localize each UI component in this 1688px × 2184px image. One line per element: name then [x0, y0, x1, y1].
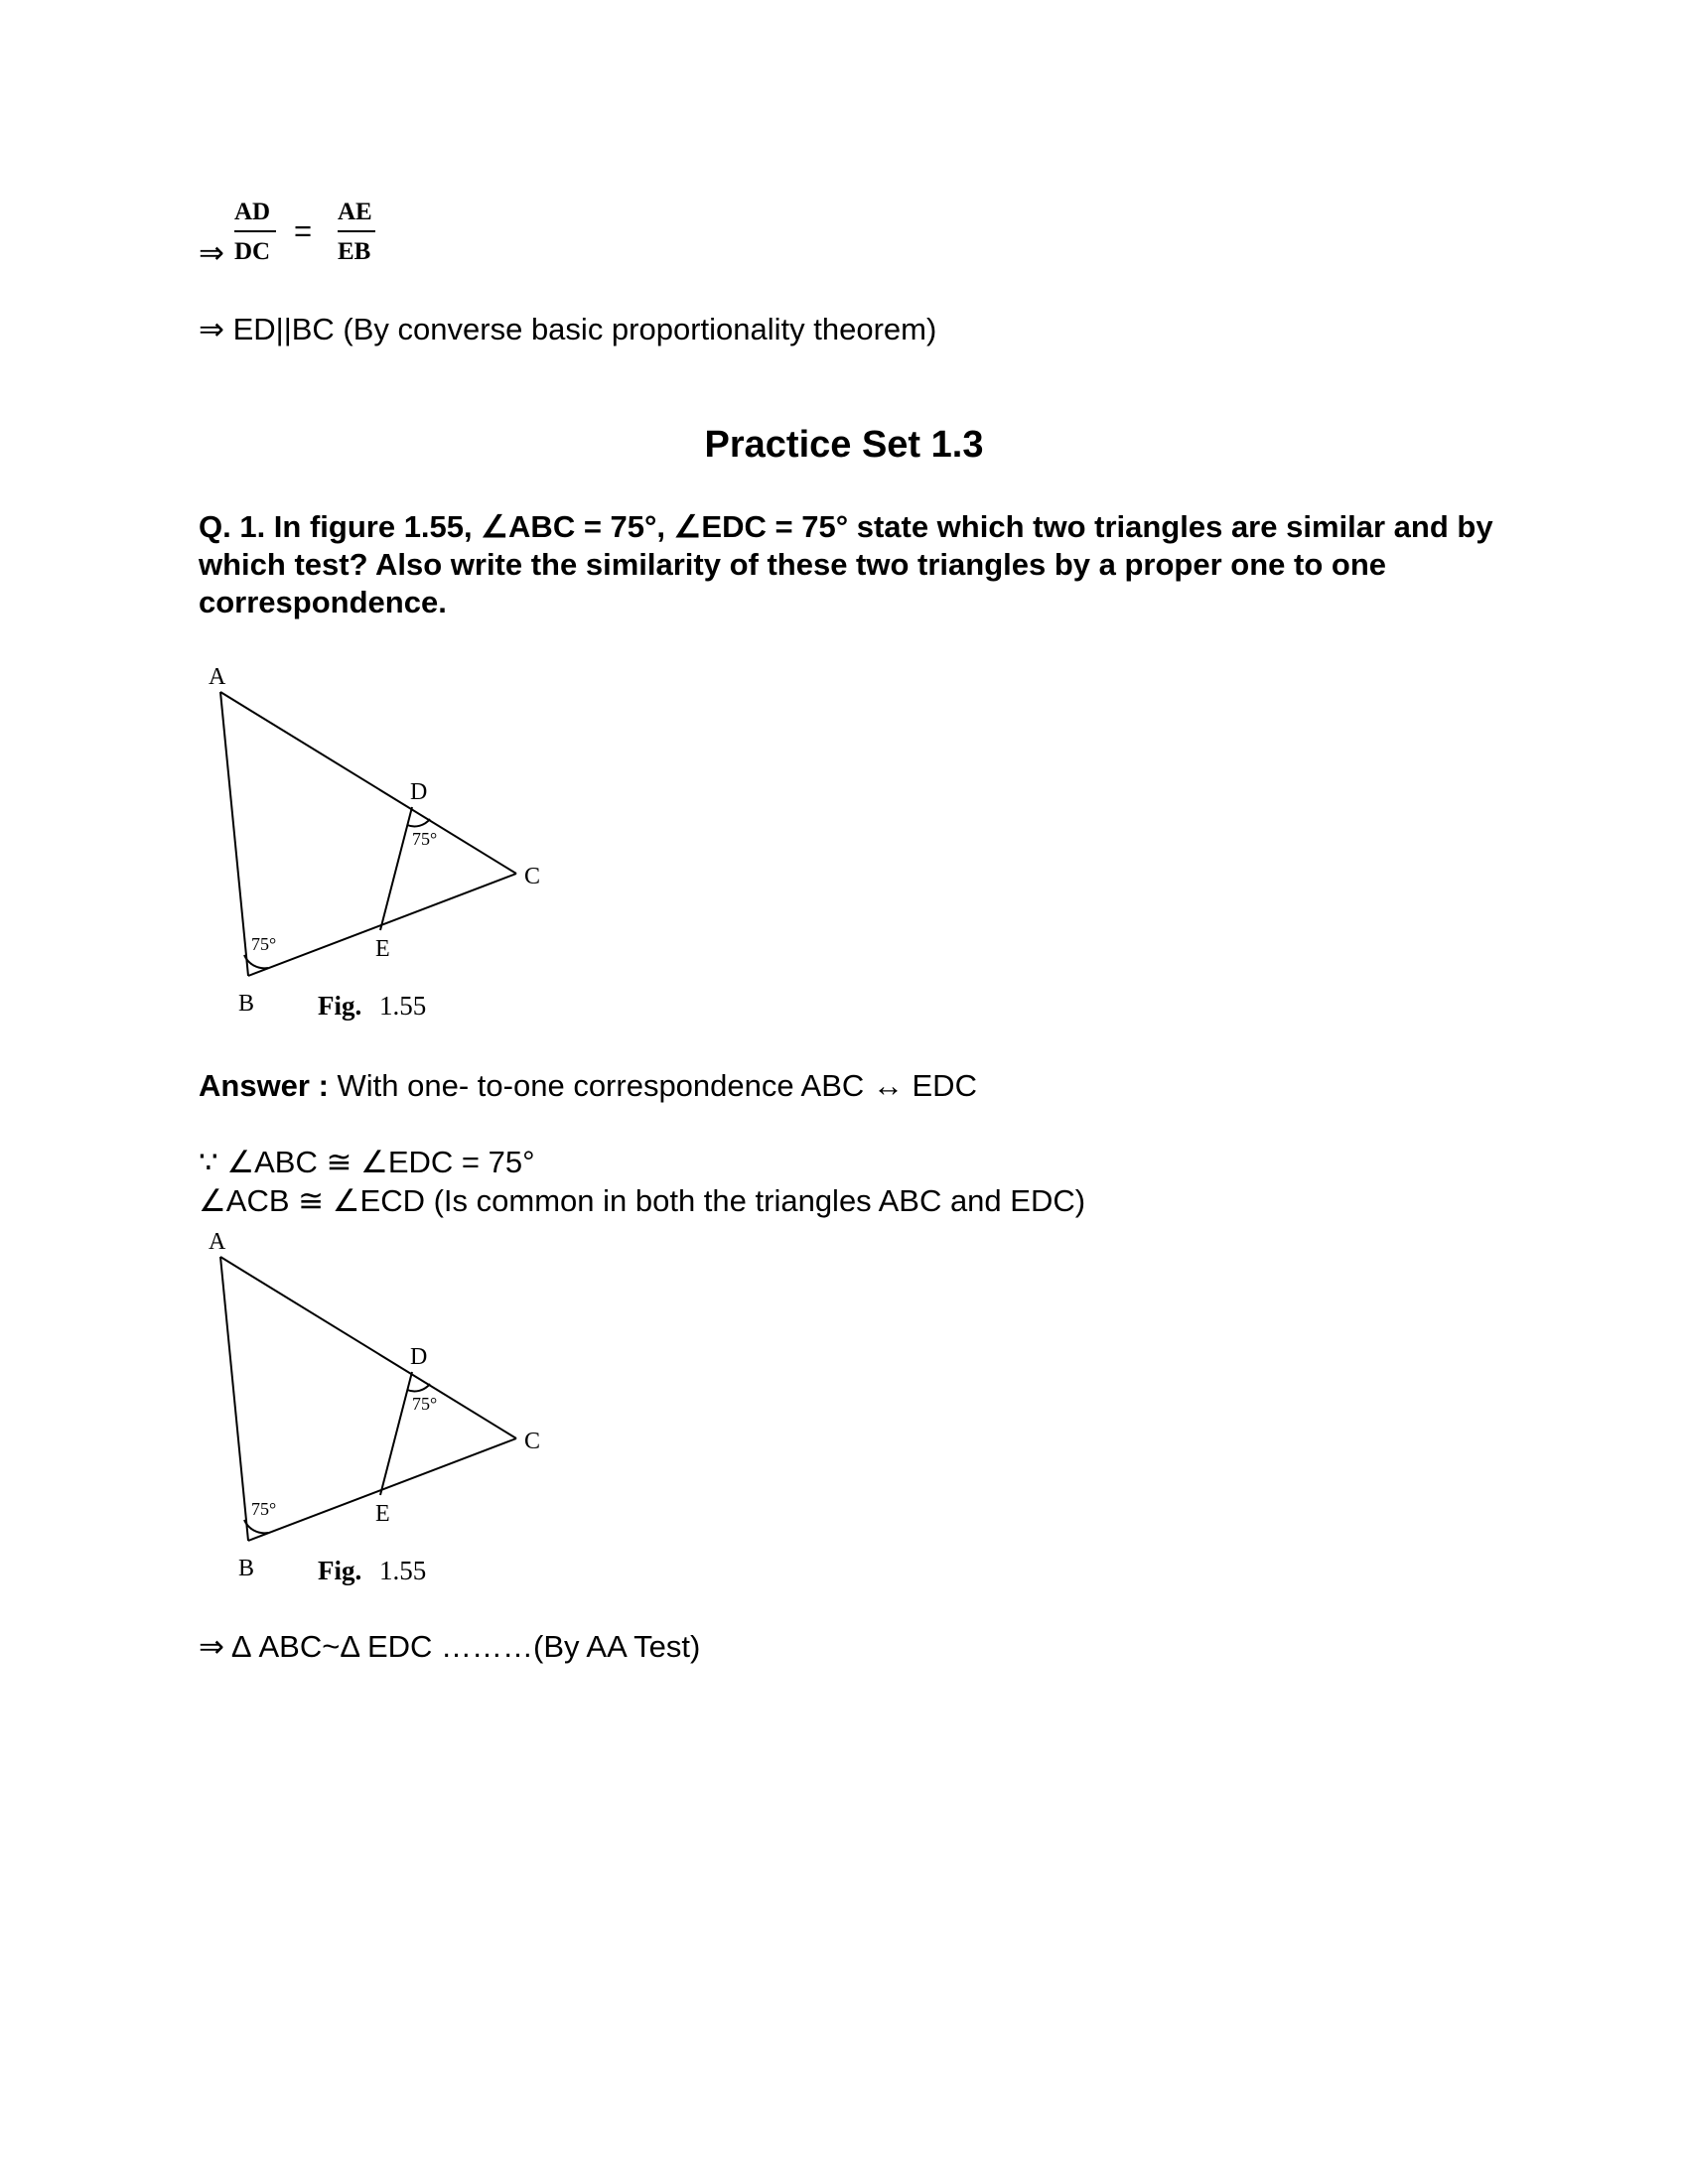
- fraction-equals: =: [294, 213, 313, 248]
- fraction-left-denominator: DC: [234, 238, 271, 265]
- fraction-right-bar: [338, 230, 375, 232]
- arc-angle-d: [407, 1384, 430, 1391]
- figure-caption-number: 1.55: [379, 1556, 427, 1585]
- label-b: B: [238, 991, 255, 1017]
- angle-b-label: 75°: [251, 934, 277, 954]
- parallel-statement: ⇒ ED||BC (By converse basic proportionality theorem): [199, 312, 937, 346]
- answer-text: With one- to-one correspondence ABC ↔ EDC: [328, 1068, 977, 1103]
- label-e: E: [375, 936, 390, 962]
- section-title: Practice Set 1.3: [704, 424, 984, 466]
- fraction-right-numerator: AE: [338, 199, 372, 225]
- side-ac: [220, 1257, 516, 1438]
- label-e: E: [375, 1501, 390, 1527]
- implies-arrow: ⇒: [199, 235, 224, 270]
- label-d: D: [410, 779, 428, 805]
- angle-d-label: 75°: [412, 829, 438, 849]
- step-2: ∠ACB ≅ ∠ECD (Is common in both the triangles ABC and EDC): [199, 1183, 1086, 1218]
- label-c: C: [524, 1429, 541, 1454]
- step-1: ∵ ∠ABC ≅ ∠EDC = 75°: [199, 1145, 535, 1179]
- side-ab: [220, 1257, 248, 1541]
- fraction-left-numerator: AD: [234, 199, 271, 225]
- question-text: Q. 1. In figure 1.55, ∠ABC = 75°, ∠EDC = 75° state which two triangles are similar and by which test? Also write the similarity of these two triangles by a proper one to one correspondence.: [199, 509, 1493, 619]
- angle-d-label: 75°: [412, 1394, 438, 1414]
- fraction-right-denominator: EB: [338, 238, 371, 265]
- figure-caption-bold: Fig.: [318, 991, 362, 1021]
- side-ac: [220, 692, 516, 874]
- conclusion: ⇒ Δ ABC~Δ EDC ………(By AA Test): [199, 1629, 701, 1664]
- arc-angle-d: [407, 819, 430, 826]
- label-d: D: [410, 1344, 428, 1370]
- figure-2: [199, 1225, 576, 1602]
- figure-caption-number: 1.55: [379, 991, 427, 1021]
- label-c: C: [524, 864, 541, 889]
- answer-label: Answer :: [199, 1068, 329, 1103]
- side-ab: [220, 692, 248, 976]
- label-a: A: [209, 664, 226, 690]
- label-a: A: [209, 1229, 226, 1255]
- answer-line: [199, 1067, 977, 1105]
- figure-1: [199, 660, 576, 1037]
- figure-caption-bold: Fig.: [318, 1556, 362, 1585]
- label-b: B: [238, 1556, 255, 1581]
- fraction-left-bar: [234, 230, 276, 232]
- angle-b-label: 75°: [251, 1499, 277, 1519]
